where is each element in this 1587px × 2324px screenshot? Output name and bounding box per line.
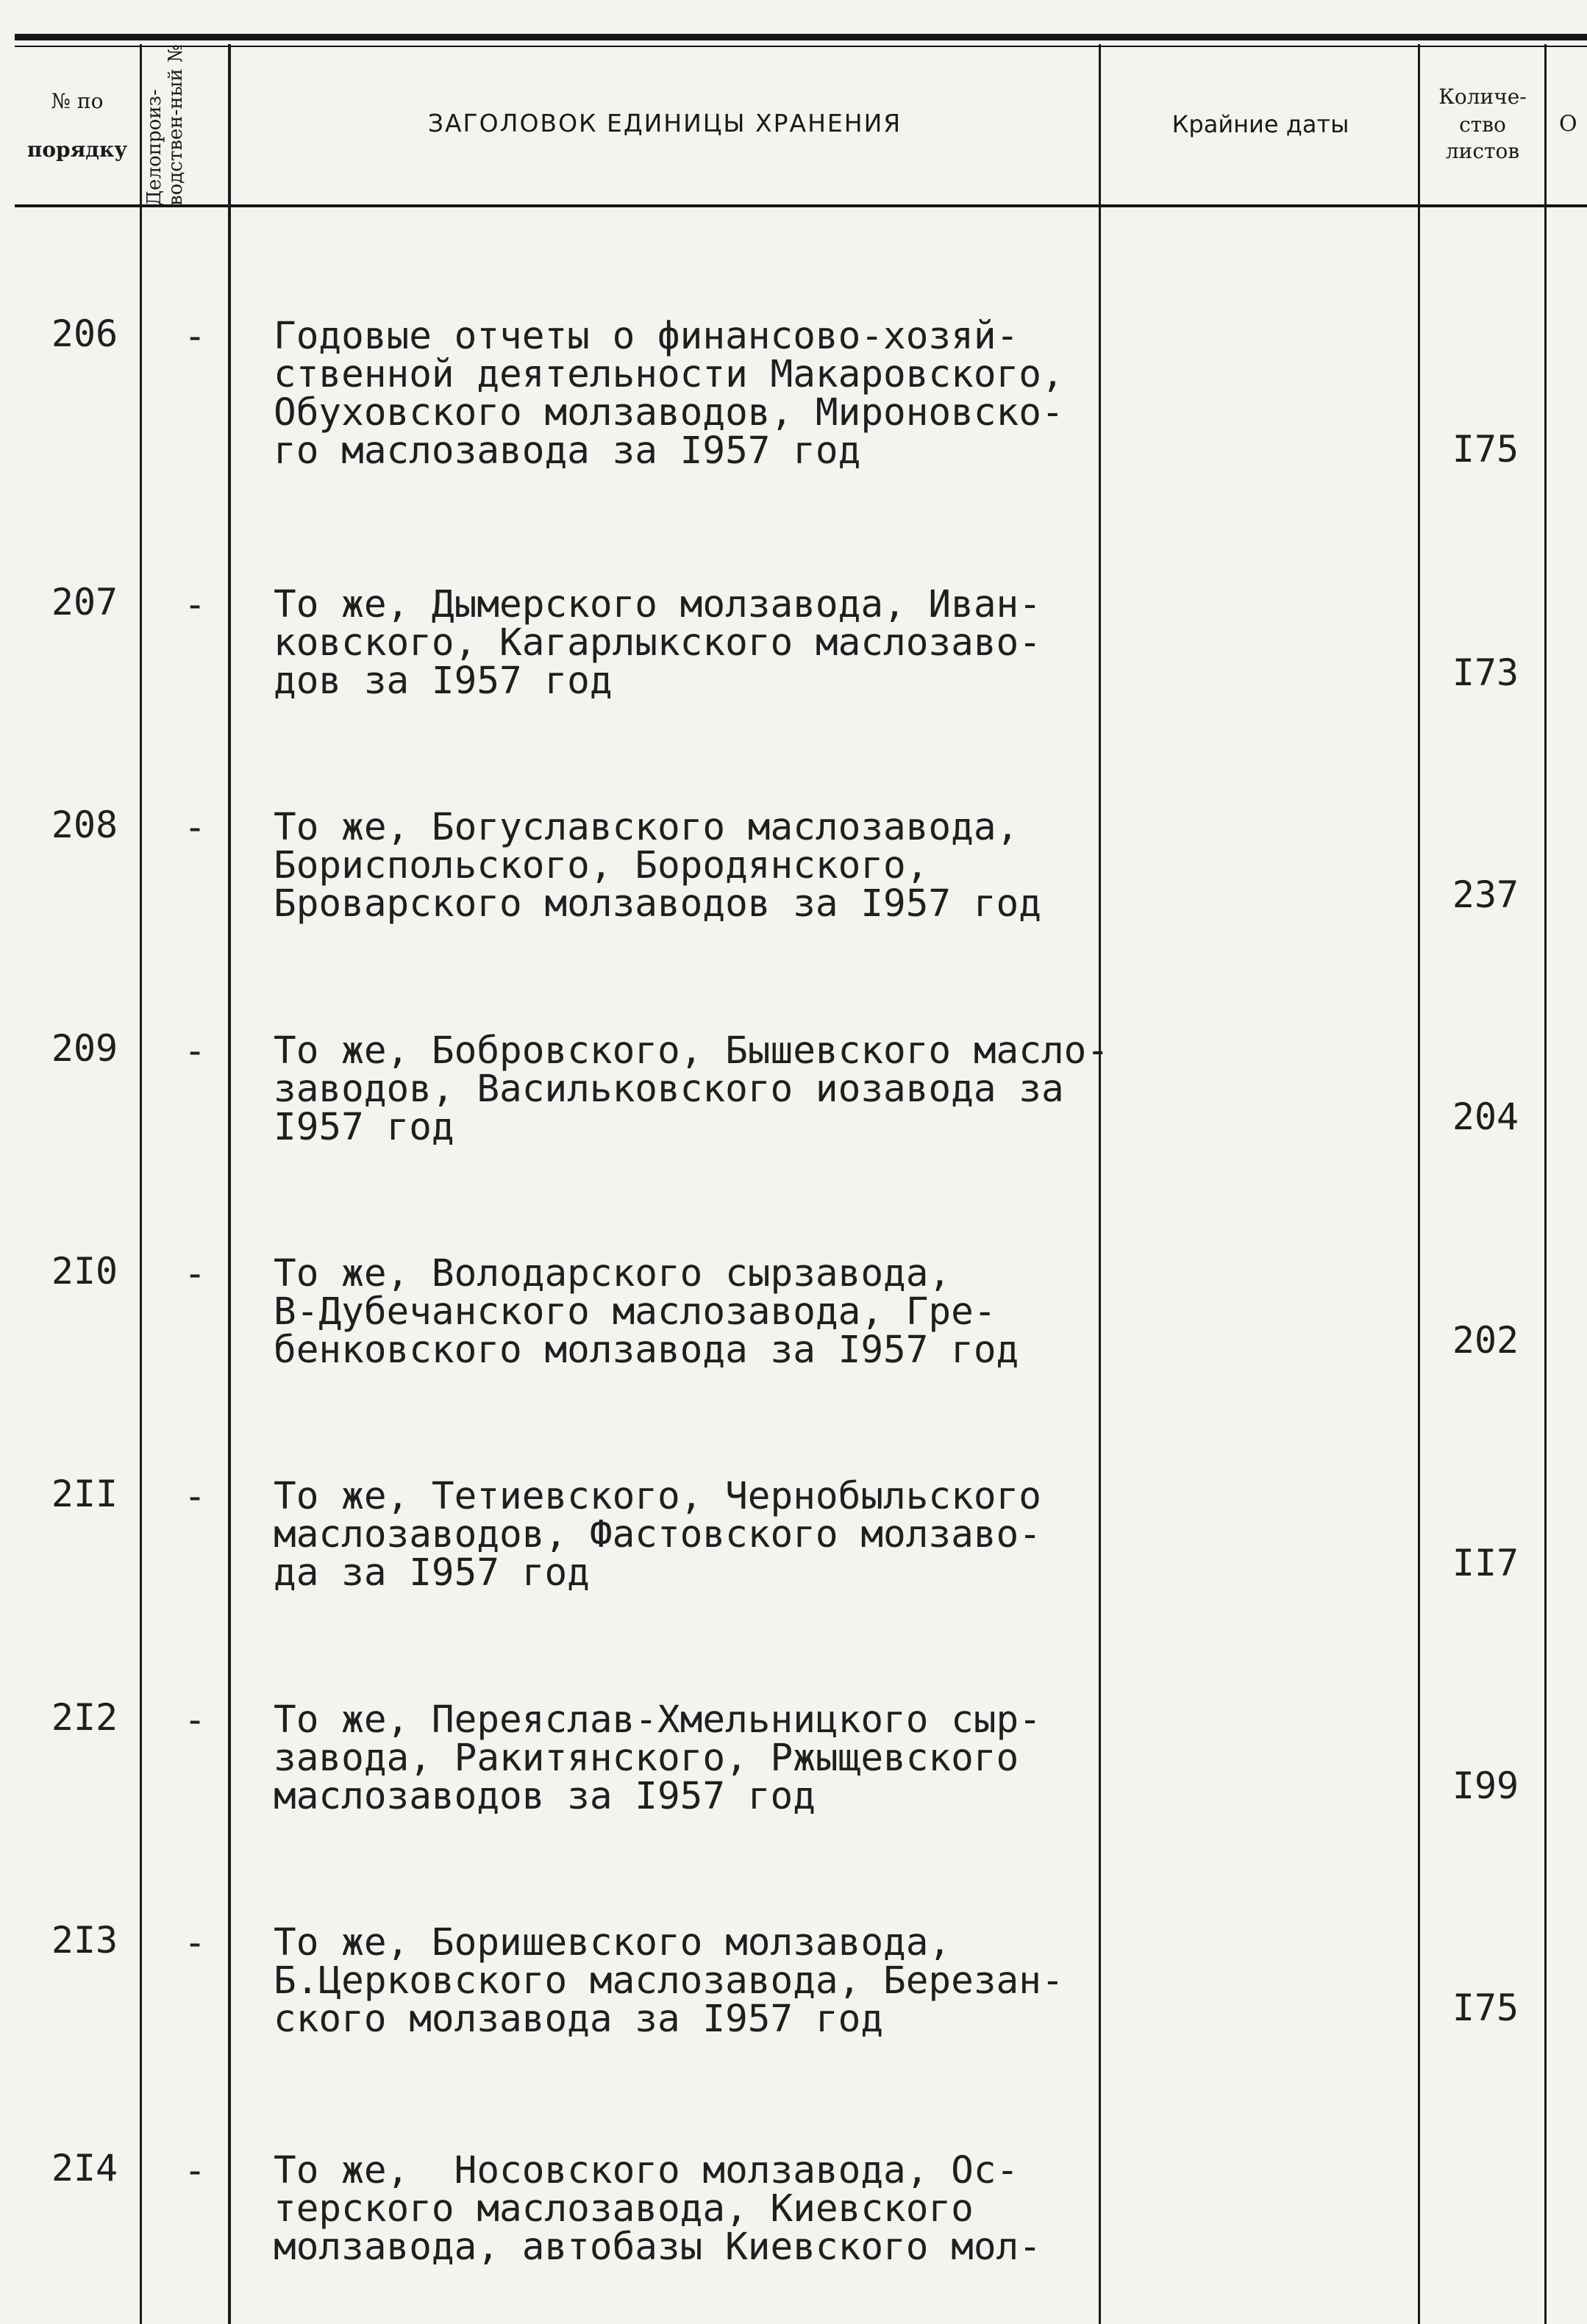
header-number-line2: порядку: [26, 137, 128, 162]
row-sheet-count: 202: [1452, 1319, 1519, 1362]
row-title: То же, Переяслав-Хмельницкого сыр- завода, Ракитянского, Ржыщевского маслозаводов за I957 год: [274, 1698, 1041, 1818]
row-office-number: -: [183, 1475, 207, 1517]
header-notes-fragment: О: [1559, 111, 1577, 137]
row-number: 2I2: [51, 1696, 118, 1739]
row-sheet-count: I99: [1452, 1765, 1519, 1807]
row-title: То же, Боришевского молзавода, Б.Церковского маслозавода, Березан- ского молзавода за I957 год: [274, 1921, 1064, 2041]
row-sheet-count: I73: [1452, 651, 1519, 694]
column-rule-5: [1544, 44, 1547, 2324]
row-number: 208: [51, 804, 118, 846]
row-number: 206: [51, 312, 118, 355]
row-title: То же, Носовского молзавода, Ос- терского маслозавода, Киевского молзавода, автобазы Киевского мол-: [274, 2149, 1041, 2269]
column-rule-1: [140, 44, 142, 2324]
row-number: 2II: [51, 1473, 118, 1515]
row-number: 2I0: [51, 1250, 118, 1292]
row-office-number: -: [183, 1029, 207, 1072]
row-office-number: -: [183, 1921, 207, 1964]
row-sheet-count: I75: [1452, 428, 1519, 471]
column-rule-2: [228, 44, 231, 2324]
row-sheet-count: 204: [1452, 1095, 1519, 1138]
row-sheet-count: II7: [1452, 1542, 1519, 1584]
row-office-number: -: [183, 1252, 207, 1295]
top-rule-thin: [15, 46, 1587, 47]
header-bottom-rule: [15, 204, 1587, 207]
row-office-number: -: [183, 583, 207, 626]
row-number: 2I3: [51, 1919, 118, 1962]
header-sheets-line2: ство: [1459, 112, 1506, 137]
header-sheets-line3: листов: [1445, 139, 1520, 163]
row-title: То же, Бобровского, Бышевского масло- заводов, Васильковского иозавода за I957 год: [274, 1029, 1110, 1149]
row-office-number: -: [183, 1698, 207, 1741]
header-number-line1: № по: [51, 89, 104, 113]
row-number: 207: [51, 581, 118, 623]
row-title: То же, Тетиевского, Чернобыльского маслозаводов, Фастовского молзаво- да за I957 год: [274, 1475, 1041, 1595]
header-office-number: Делопроиз-водствен-ный №: [143, 44, 188, 206]
row-title: То же, Богуславского маслозавода, Бориспольского, Бородянского, Броварского молзаводов за I957 год: [274, 806, 1041, 926]
row-number: 209: [51, 1027, 118, 1070]
row-title: То же, Володарского сырзавода, В-Дубечанского маслозавода, Гре- бенковского молзавода за I957 год: [274, 1252, 1019, 1372]
row-office-number: -: [183, 806, 207, 848]
header-sheets-line1: Количе-: [1438, 85, 1527, 109]
row-office-number: -: [183, 315, 207, 357]
header-dates-column: Крайние даты: [1171, 110, 1349, 138]
row-sheet-count: 237: [1452, 873, 1519, 916]
row-title: Годовые отчеты о финансово-хозяй- ственной деятельности Макаровского, Обуховского молзаводов, Мироновско- го маслозавода за I957 год: [274, 315, 1064, 473]
row-number: 2I4: [51, 2147, 118, 2189]
row-sheet-count: I75: [1452, 1987, 1519, 2029]
row-title: То же, Дымерского молзавода, Иван- ковского, Кагарлыкского маслозаво- дов за I957 год: [274, 583, 1041, 703]
column-rule-4: [1418, 44, 1420, 2324]
row-office-number: -: [183, 2149, 207, 2192]
top-rule-thick: [15, 34, 1587, 40]
header-title-column: ЗАГОЛОВОК ЕДИНИЦЫ ХРАНЕНИЯ: [427, 109, 902, 137]
